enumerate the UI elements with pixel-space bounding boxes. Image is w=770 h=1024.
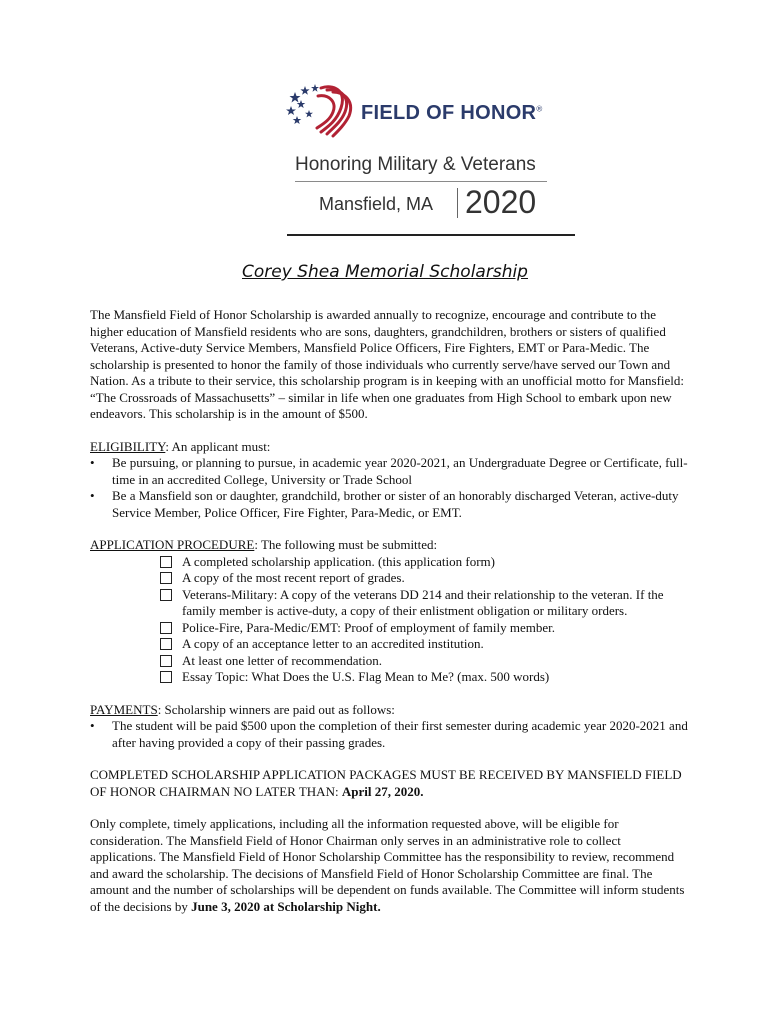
checklist-label: A copy of the most recent report of grades. <box>182 570 405 585</box>
checkbox[interactable] <box>160 572 172 584</box>
procedure-heading: APPLICATION PROCEDURE <box>90 537 255 552</box>
place-year-divider <box>457 188 458 218</box>
checkbox[interactable] <box>160 638 172 650</box>
stars-stripes-icon <box>285 80 361 140</box>
list-item: • The student will be paid $500 upon the completion of their first semester during academic year 2020-2021 and after having provided a copy of their passing grades. <box>90 718 690 751</box>
header-logo <box>285 80 565 240</box>
procedure-checklist <box>90 554 690 686</box>
tagline-divider <box>295 181 547 182</box>
header-rule <box>287 234 575 236</box>
payments-lead: : Scholarship winners are paid out as follows: <box>157 701 395 717</box>
checkbox[interactable] <box>160 589 172 601</box>
eligibility-lead: : An applicant must: <box>165 438 271 454</box>
document-body <box>90 307 690 915</box>
place-name: Mansfield, MA <box>319 194 434 214</box>
checklist-item <box>160 653 690 670</box>
checklist-label: At least one letter of recommendation. <box>182 652 382 668</box>
checklist-item <box>160 587 690 620</box>
checklist-item <box>160 636 690 653</box>
closing-paragraph <box>90 816 690 915</box>
intro-paragraph: The Mansfield Field of Honor Scholarship is awarded annually to recognize, encourage and contribute to the higher education of Mansfield residents who are sons, daughters, grandchildren, brothers or sisters of qualified Veterans, Active-duty Service Members, Mansfield Police Officers, Fire Fighters, EMT or Para-Medic. The scholarship is presented to honor the family of those individuals who currently serve/have served our Town and Nation. As a tribute to their service, this scholarship program is in keeping with an unofficial motto for Mansfield: “The Crossroads of Massachusetts” – similar in life when one graduates from High School to embark upon new endeavors. This scholarship is in the amount of $500. <box>90 307 685 421</box>
list-item: • Be a Mansfield son or daughter, grandchild, brother or sister of an honorably discharged Veteran, active-duty Service Member, Police Officer, Fire Fighter, Para-Medic, or EMT. <box>90 488 690 521</box>
checklist-label: Veterans-Military: A copy of the veterans DD 214 and their relationship to the veteran. If the family member is active-duty, a copy of their enlistment obligation or military orders. <box>182 586 664 618</box>
checkbox[interactable] <box>160 622 172 634</box>
list-item: • Be pursuing, or planning to pursue, in academic year 2020-2021, an Undergraduate Degree or Certificate, full-time in an accredited College, University or Trade School <box>90 455 690 488</box>
deadline-date: April 27, 2020. <box>341 783 424 799</box>
checklist-item <box>160 620 690 637</box>
procedure-lead: : The following must be submitted: <box>254 537 438 552</box>
checkbox[interactable] <box>160 655 172 667</box>
page-title: Corey Shea Memorial Scholarship <box>242 262 528 282</box>
payments-heading-line <box>90 702 690 719</box>
procedure-heading-line <box>90 537 690 554</box>
eligibility-list <box>90 455 690 521</box>
closing-date: June 3, 2020 at Scholarship Night. <box>191 898 381 914</box>
org-name: FIELD OF HONOR <box>361 102 537 124</box>
checklist-label: A copy of an acceptance letter to an accredited institution. <box>182 636 484 651</box>
deadline-paragraph <box>90 767 690 800</box>
deadline-text: COMPLETED SCHOLARSHIP APPLICATION PACKAGES MUST BE RECEIVED BY MANSFIELD FIELD OF HONOR CHAIRMAN NO LATER THAN: <box>90 767 682 799</box>
checklist-item <box>160 554 690 571</box>
checkbox[interactable] <box>160 671 172 683</box>
checklist-label: Essay Topic: What Does the U.S. Flag Mean to Me? (max. 500 words) <box>182 669 550 684</box>
checklist-label: Police-Fire, Para-Medic/EMT: Proof of employment of family member. <box>182 619 556 635</box>
checklist-item <box>160 669 690 686</box>
payments-heading: PAYMENTS <box>90 701 158 717</box>
checklist-item <box>160 570 690 587</box>
payments-list <box>90 718 690 751</box>
registered-mark: ® <box>536 104 543 114</box>
checklist-label: A completed scholarship application. (this application form) <box>182 553 496 569</box>
event-year: 2020 <box>465 184 537 220</box>
logo-mark <box>285 80 555 140</box>
closing-text: Only complete, timely applications, including all the information requested above, will be eligible for consideration. The Mansfield Field of Honor Chairman only serves in an administrative role to collect applications. The Mansfield Field of Honor Scholarship Committee has the responsibility to review, recommend and award the scholarship. The decisions of Mansfield Field of Honor Scholarship Committee are final. The amount and the number of scholarships will be dependent on funds available. The Committee will inform students of the decisions by <box>90 816 685 914</box>
checkbox[interactable] <box>160 556 172 568</box>
tagline: Honoring Military & Veterans <box>295 154 536 175</box>
eligibility-heading-line <box>90 439 690 456</box>
eligibility-heading: ELIGIBILITY <box>90 438 166 454</box>
